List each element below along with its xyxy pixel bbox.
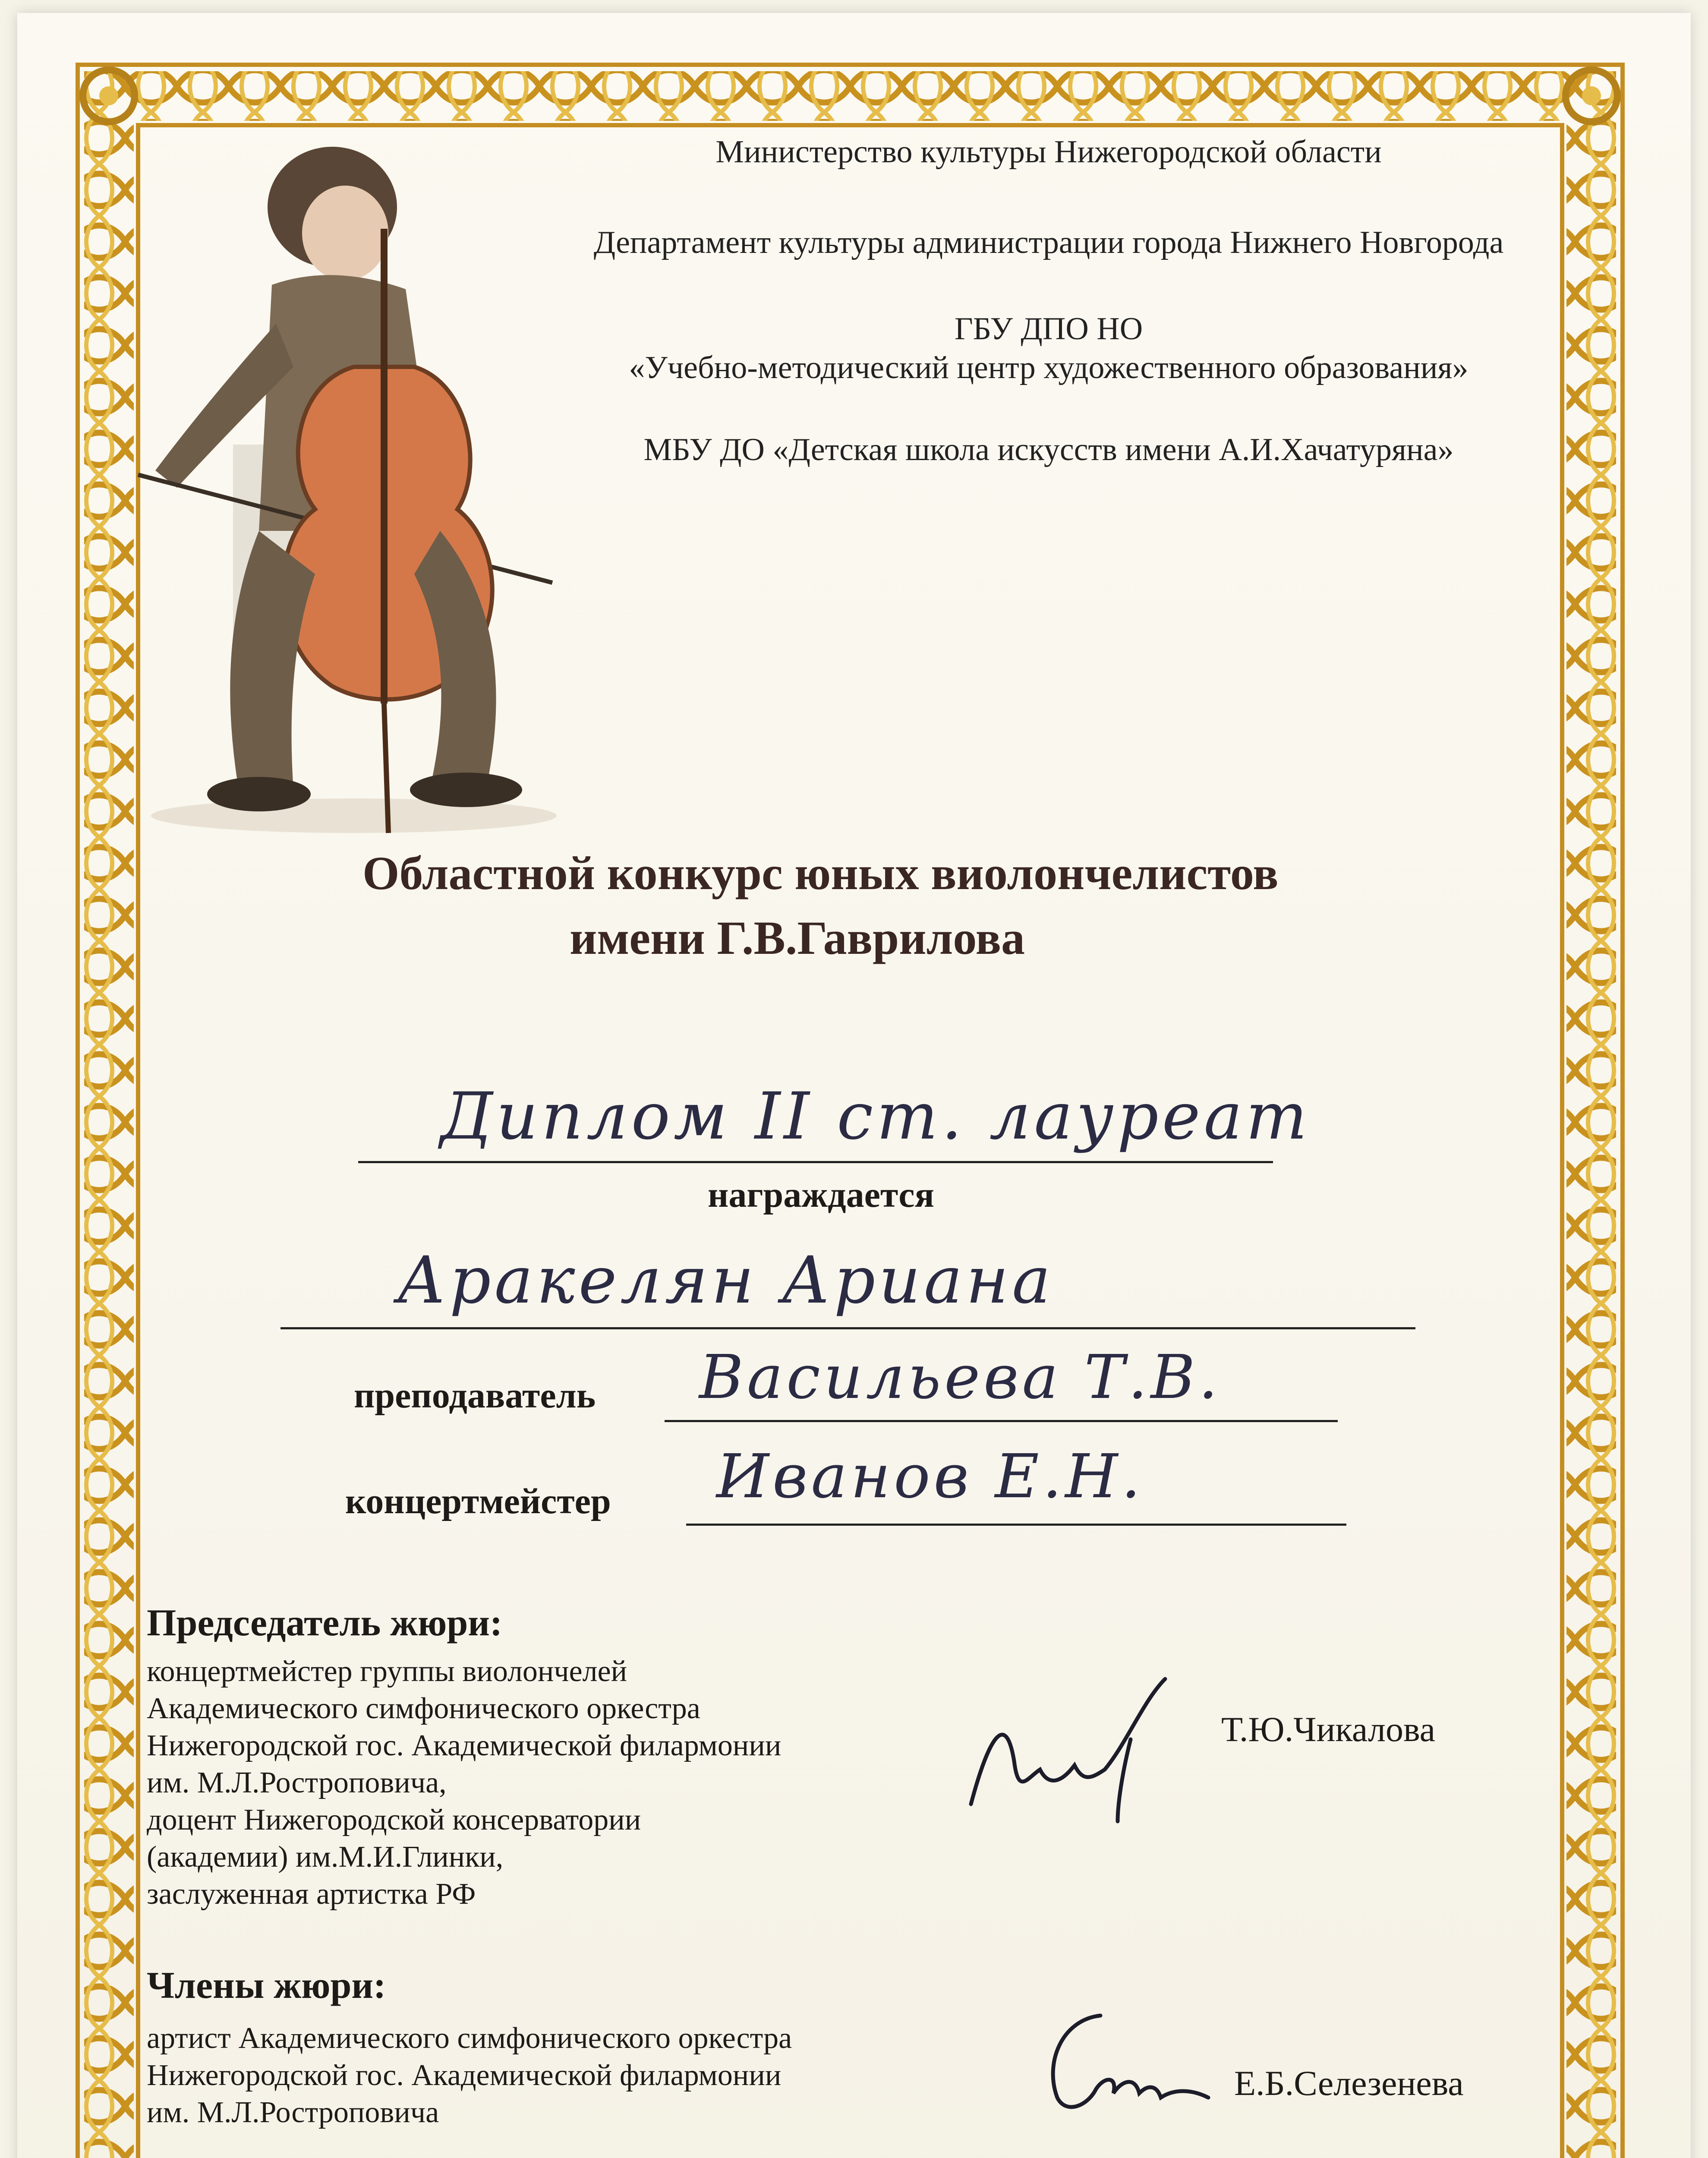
ministry-line: Министерство культуры Нижегородской области	[715, 134, 1382, 170]
member-line: Нижегородской гос. Академической филармонии	[147, 2059, 782, 2092]
awarded-label: награждается	[708, 1175, 934, 1215]
jury-member-description	[147, 2020, 967, 2131]
department-line: Департамент культуры администрации города Нижнего Новгорода	[593, 225, 1504, 260]
diploma-underline	[358, 1161, 1273, 1163]
chair-name: Т.Ю.Чикалова	[1221, 1710, 1436, 1749]
school-line: МБУ ДО «Детская школа искусств имени А.И.Хачатуряна»	[643, 432, 1454, 467]
teacher-handwritten: Васильева Т.В.	[699, 1342, 1221, 1413]
member-name: Е.Б.Селезенева	[1234, 2063, 1464, 2103]
chair-line: им. М.Л.Ростроповича,	[147, 1766, 447, 1799]
center-line: «Учебно-методический центр художественного образования»	[629, 350, 1469, 385]
chair-line: концертмейстер группы виолончелей	[147, 1655, 627, 1688]
jury-members-heading: Члены жюри:	[147, 1965, 386, 2007]
chair-line: Нижегородской гос. Академической филармонии	[147, 1729, 782, 1762]
teacher-label: преподаватель	[354, 1376, 596, 1416]
chair-line: (академии) им.М.И.Глинки,	[147, 1840, 504, 1874]
recipient-underline	[280, 1327, 1415, 1329]
jury-chair-heading: Председатель жюри:	[147, 1602, 503, 1644]
member-line: артист Академического симфонического оркестра	[147, 2022, 792, 2055]
gbu-line: ГБУ ДПО НО	[954, 311, 1143, 347]
member-line: им. М.Л.Ростроповича	[147, 2096, 439, 2129]
accompanist-handwritten: Иванов Е.Н.	[716, 1442, 1144, 1512]
contest-title-line1: Областной конкурс юных виолончелистов	[362, 847, 1279, 899]
teacher-underline	[665, 1420, 1338, 1422]
recipient-handwritten: Аракелян Ариана	[397, 1243, 1054, 1318]
chair-line: заслуженная артистка РФ	[147, 1877, 476, 1911]
jury-chair-description	[147, 1653, 967, 1913]
chair-signature	[962, 1675, 1178, 1830]
chair-line: Академического симфонического оркестра	[147, 1692, 700, 1725]
cellist-illustration	[129, 142, 583, 855]
contest-title-line2: имени Г.В.Гаврилова	[570, 912, 1025, 964]
accompanist-underline	[686, 1524, 1346, 1526]
diploma-handwritten: Диплом II ст. лауреат	[440, 1079, 1311, 1154]
accompanist-label: концертмейстер	[345, 1481, 611, 1521]
member-signature	[1036, 2003, 1217, 2123]
chair-line: доцент Нижегородской консерватории	[147, 1803, 641, 1836]
